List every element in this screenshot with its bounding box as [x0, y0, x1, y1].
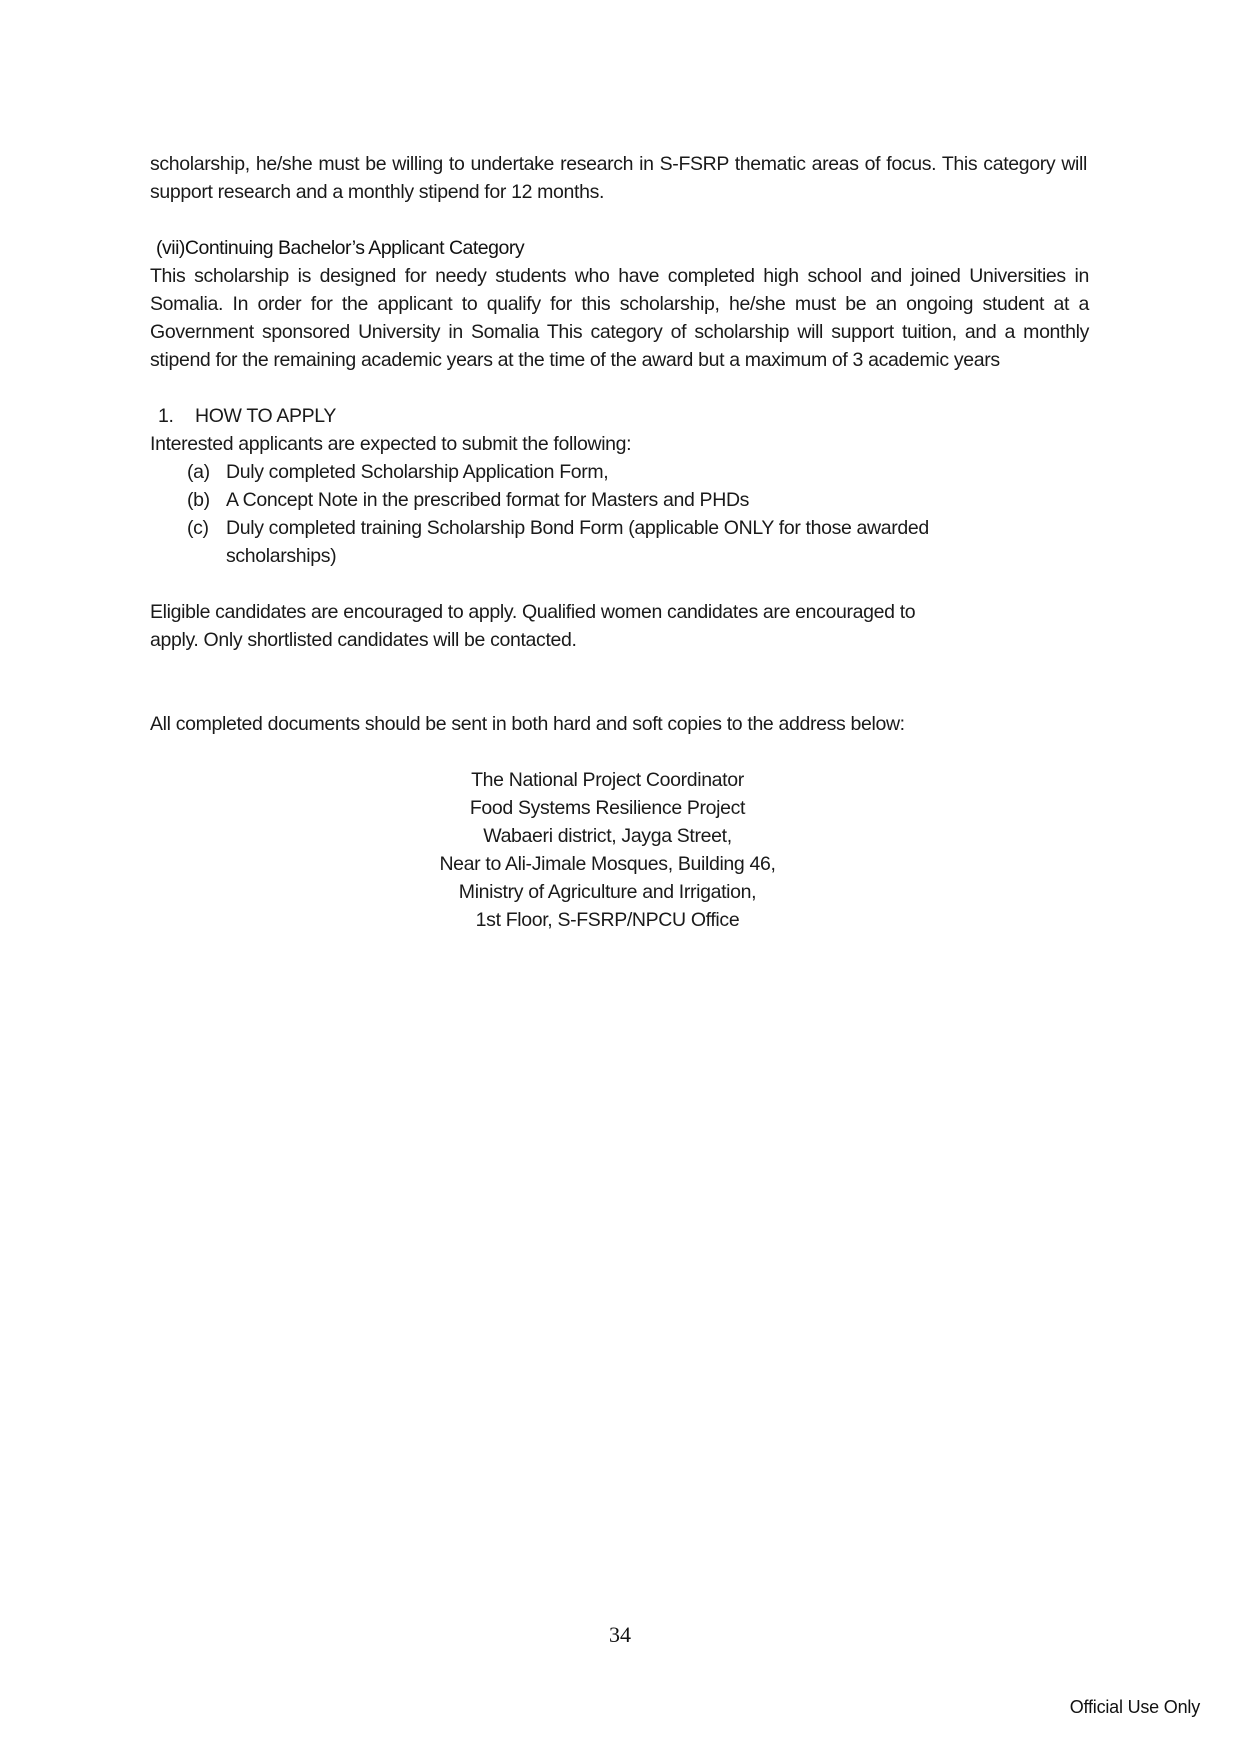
requirements-list [150, 458, 1089, 570]
section-title: HOW TO APPLY [195, 405, 337, 427]
page-number: 34 [609, 1622, 631, 1647]
spacer [150, 206, 1089, 234]
address-line: Near to Ali-Jimale Mosques, Building 46, [439, 853, 776, 875]
page-content [150, 150, 1089, 934]
intro-paragraph: scholarship, he/she must be willing to undertake research in S-FSRP thematic areas of focus. This category will support research and a monthly stipend for 12 months. [150, 153, 1087, 203]
encouragement-paragraph: Eligible candidates are encouraged to apply. Qualified women candidates are encouraged to apply. Only shortlisted candidates will be contacted. [150, 601, 916, 651]
spacer [150, 374, 1089, 402]
spacer [150, 738, 1089, 766]
list-item-label: (b) [187, 489, 210, 511]
section-vii-heading: (vii)Continuing Bachelor’s Applicant Category [156, 237, 525, 259]
address-line: Food Systems Resilience Project [469, 797, 746, 819]
how-to-apply-heading [150, 402, 1089, 430]
footer-classification-label: Official Use Only [1069, 1697, 1200, 1717]
address-line: The National Project Coordinator [471, 769, 744, 791]
section-vii-body: This scholarship is designed for needy students who have completed high school and joined Universities in Somalia. In order for the applicant to qualify for this scholarship, he/she must be an ongoing student at a Government sponsored University in Somalia This category of scholarship will support tuition, and a monthly stipend for the remaining academic years at the time of the award but a maximum of 3 academic years [150, 265, 1089, 371]
list-item-label: (a) [187, 461, 210, 483]
how-to-apply-intro: Interested applicants are expected to submit the following: [150, 433, 632, 455]
address-line: Wabaeri district, Jayga Street, [483, 825, 732, 847]
list-item-text: A Concept Note in the prescribed format for Masters and PHDs [226, 489, 750, 511]
address-line: 1st Floor, S-FSRP/NPCU Office [475, 909, 740, 931]
submission-note: All completed documents should be sent in both hard and soft copies to the address below: [150, 713, 905, 735]
section-number: 1. [158, 405, 174, 427]
list-item [150, 514, 1089, 570]
address-line: Ministry of Agriculture and Irrigation, [458, 881, 757, 903]
list-item [150, 458, 1089, 486]
spacer [150, 570, 1089, 598]
list-item-text: Duly completed training Scholarship Bond Form (applicable ONLY for those awarded scholarships) [226, 517, 929, 567]
mailing-address [126, 766, 1089, 934]
spacer [150, 654, 1089, 710]
list-item [150, 486, 1089, 514]
list-item-text: Duly completed Scholarship Application Form, [226, 461, 609, 483]
list-item-label: (c) [187, 517, 209, 539]
